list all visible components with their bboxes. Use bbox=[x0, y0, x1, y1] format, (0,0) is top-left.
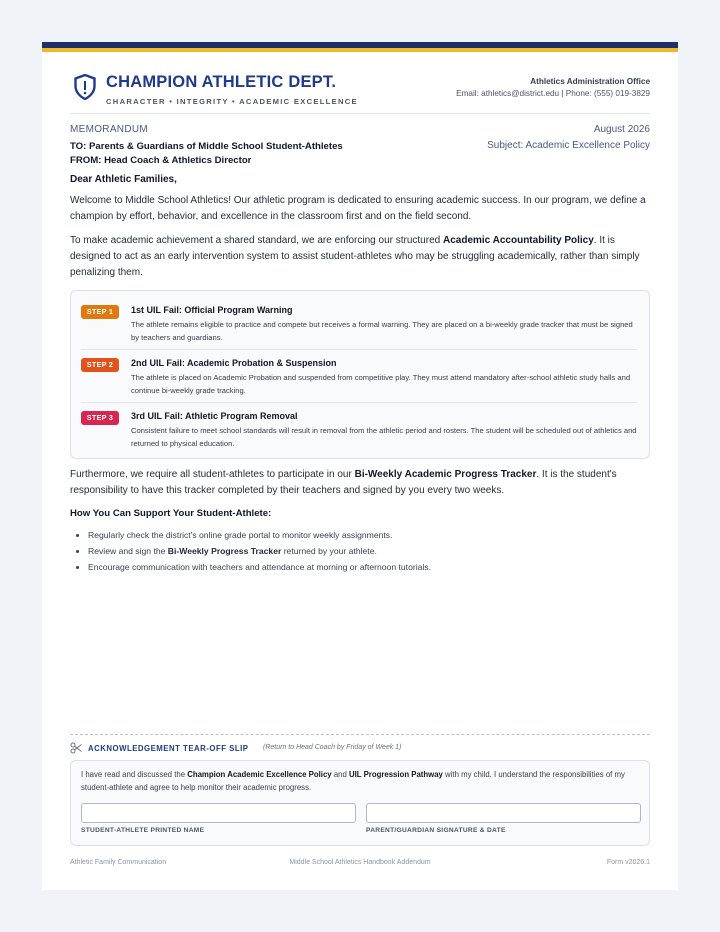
list-item: Encourage communication with teachers and attendance at morning or afternoon tutorials. bbox=[70, 559, 650, 575]
guardian-signature-label: PARENT/GUARDIAN SIGNATURE & DATE bbox=[366, 827, 506, 834]
step-description: The athlete remains eligible to practice and compete but receives a formal warning. They are placed on a bi-weekly grade tracker that must be signed by teachers and guardians. bbox=[131, 320, 633, 342]
office-name: Athletics Administration Office bbox=[530, 77, 650, 86]
step-title: 3rd UIL Fail: Athletic Program Removal bbox=[131, 411, 298, 421]
tracker-name: Bi-Weekly Academic Progress Tracker bbox=[354, 469, 537, 480]
policy-paragraph: To make academic achievement a shared standard, we are enforcing our structured Academic Accountability Policy. It is designed to act as an early intervention system to assist student-athletes who may be struggling academically, rather than simply penalizing them. bbox=[70, 235, 640, 278]
list-item: Regularly check the district's online grade portal to monitor weekly assignments. bbox=[70, 527, 650, 543]
footer-center: Middle School Athletics Handbook Addendum bbox=[289, 859, 431, 866]
steps-panel bbox=[70, 290, 650, 459]
step-item bbox=[81, 297, 637, 350]
slip-statement: I have read and discussed the Champion Academic Excellence Policy and UIL Progression Pathway with my child. I understand the responsibilities of my student-athlete and agree to help monitor their academic progress. bbox=[81, 770, 625, 792]
shield-icon bbox=[74, 74, 96, 100]
footer-form-id: Form v2026.1 bbox=[606, 859, 650, 866]
step-badge: STEP 2 bbox=[81, 358, 119, 372]
tracker-paragraph: Furthermore, we require all student-athletes to participate in our Bi-Weekly Academic Progress Tracker. It is the student's responsibility to have this tracker completed by their teachers and signed by you every two weeks. bbox=[70, 469, 617, 496]
support-list bbox=[70, 527, 650, 575]
acknowledgement-slip bbox=[70, 760, 650, 846]
brand-name: CHAMPION ATHLETIC DEPT. bbox=[106, 73, 337, 91]
memo-date: August 2026 bbox=[593, 124, 650, 135]
footer-left: Athletic Family Communication bbox=[70, 859, 167, 866]
policy-name: Academic Accountability Policy bbox=[442, 235, 594, 246]
greeting: Dear Athletic Families, bbox=[70, 174, 177, 185]
student-name-label: STUDENT-ATHLETE PRINTED NAME bbox=[81, 827, 205, 834]
step-badge: STEP 3 bbox=[81, 411, 119, 425]
letterhead bbox=[70, 52, 650, 114]
memo-block bbox=[70, 114, 650, 172]
list-item: Review and sign the Bi-Weekly Progress Tracker returned by your athlete. bbox=[70, 543, 650, 559]
step-item bbox=[81, 403, 637, 456]
step-title: 2nd UIL Fail: Academic Probation & Suspension bbox=[131, 358, 337, 368]
memo-to: TO: Parents & Guardians of Middle School Student-Athletes bbox=[70, 141, 343, 152]
memo-page bbox=[42, 42, 678, 890]
support-heading: How You Can Support Your Student-Athlete: bbox=[70, 508, 272, 519]
scissors-icon bbox=[70, 742, 82, 754]
memo-from: FROM: Head Coach & Athletics Director bbox=[70, 155, 252, 166]
brand-tagline: CHARACTER • INTEGRITY • ACADEMIC EXCELLENCE bbox=[106, 97, 358, 106]
intro-paragraph: Welcome to Middle School Athletics! Our athletic program is dedicated to ensuring academic success. In our program, we define a champion by effort, behavior, and excellence in the classroom first and on the field second. bbox=[70, 195, 646, 222]
step-description: Consistent failure to meet school standards will result in removal from the athletic period and rosters. The student will be scheduled out of athletics and returned to physical education. bbox=[131, 426, 637, 448]
slip-title: ACKNOWLEDGEMENT TEAR-OFF SLIP bbox=[88, 744, 249, 753]
step-title: 1st UIL Fail: Official Program Warning bbox=[131, 305, 293, 315]
contact-info: Email: athletics@district.edu | Phone: (555) 019-3829 bbox=[456, 89, 650, 98]
memo-label: MEMORANDUM bbox=[70, 124, 148, 135]
student-name-field[interactable] bbox=[81, 803, 356, 823]
step-item bbox=[81, 350, 637, 403]
slip-note: (Return to Head Coach by Friday of Week 1) bbox=[263, 744, 402, 751]
memo-subject: Subject: Academic Excellence Policy bbox=[487, 140, 650, 151]
guardian-signature-field[interactable] bbox=[366, 803, 641, 823]
step-description: The athlete is placed on Academic Probation and suspended from competitive play. They must attend mandatory after-school athletic study halls and continue bi-weekly grade tracking. bbox=[131, 373, 631, 395]
tear-line bbox=[70, 734, 650, 735]
step-badge: STEP 1 bbox=[81, 305, 119, 319]
